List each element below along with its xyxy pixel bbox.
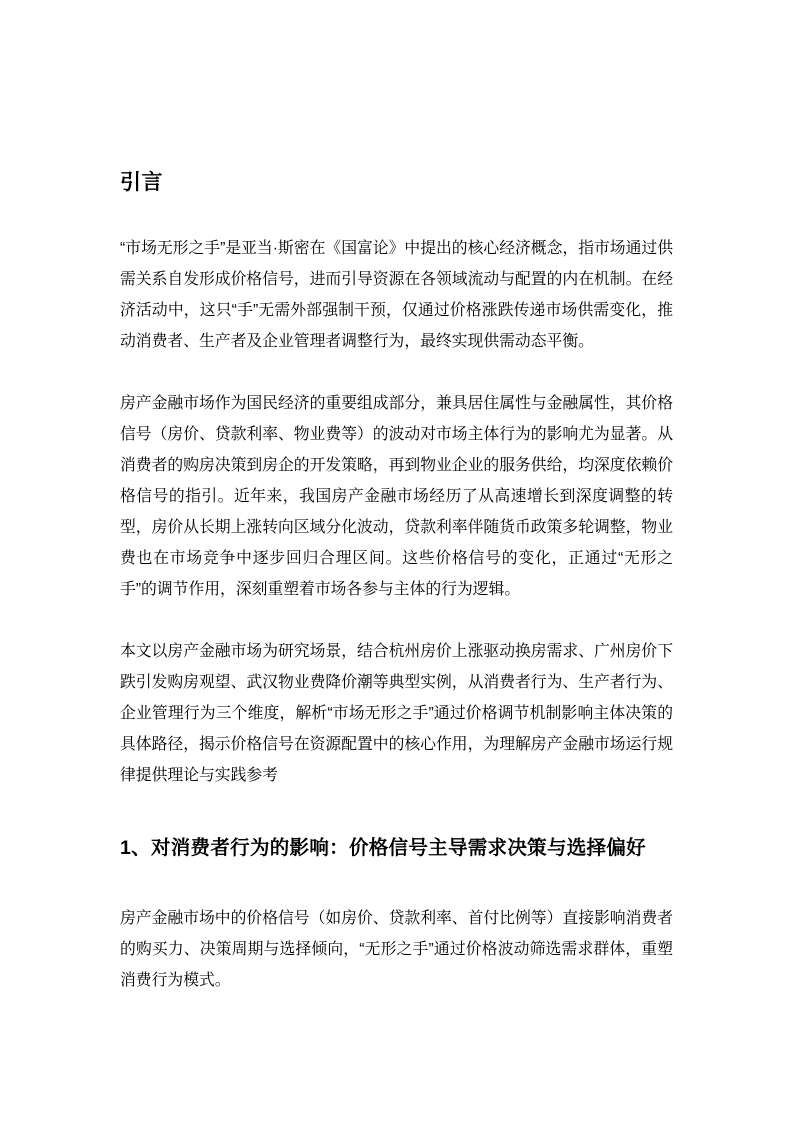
- paragraph-invisible-hand-concept: “市场无形之手”是亚当·斯密在《国富论》中提出的核心经济概念，指市场通过供需关系自发形成价格信号，进而引导资源在各领域流动与配置的内在机制。在经济活动中，这只“手”无需外部强制干预，仅通过价格涨跌传递市场供需变化，推动消费者、生产者及企业管理者调整行为，最终实现供需动态平衡。: [120, 240, 673, 350]
- section-1-heading: 1、对消费者行为的影响：价格信号主导需求决策与选择偏好: [120, 837, 646, 859]
- document-content: [120, 170, 673, 1027]
- section-1-paragraph-consumer-behavior: 房产金融市场中的价格信号（如房价、贷款利率、首付比例等）直接影响消费者的购买力、决策周期与选择倾向，“无形之手”通过价格波动筛选需求群体，重塑消费行为模式。: [120, 910, 673, 989]
- intro-heading: 引言: [120, 171, 163, 194]
- paragraph-housing-finance-market: 房产金融市场作为国民经济的重要组成部分，兼具居住属性与金融属性，其价格信号（房价、贷款利率、物业费等）的波动对市场主体行为的影响尤为显著。从消费者的购房决策到房企的开发策略，再到物业企业的服务供给，均深度依赖价格信号的指引。近年来，我国房产金融市场经历了从高速增长到深度调整的转型，房价从长期上涨转向区域分化波动，贷款利率伴随货币政策多轮调整，物业费也在市场竞争中逐步回归合理区间。这些价格信号的变化，正通过“无形之手”的调节作用，深刻重塑着市场各参与主体的行为逻辑。: [120, 395, 673, 598]
- paragraph-research-scope: 本文以房产金融市场为研究场景，结合杭州房价上涨驱动换房需求、广州房价下跌引发购房观望、武汉物业费降价潮等典型实例，从消费者行为、生产者行为、企业管理行为三个维度，解析“市场无形之手”通过价格调节机制影响主体决策的具体路径，揭示价格信号在资源配置中的核心作用，为理解房产金融市场运行规律提供理论与实践参考: [120, 643, 673, 784]
